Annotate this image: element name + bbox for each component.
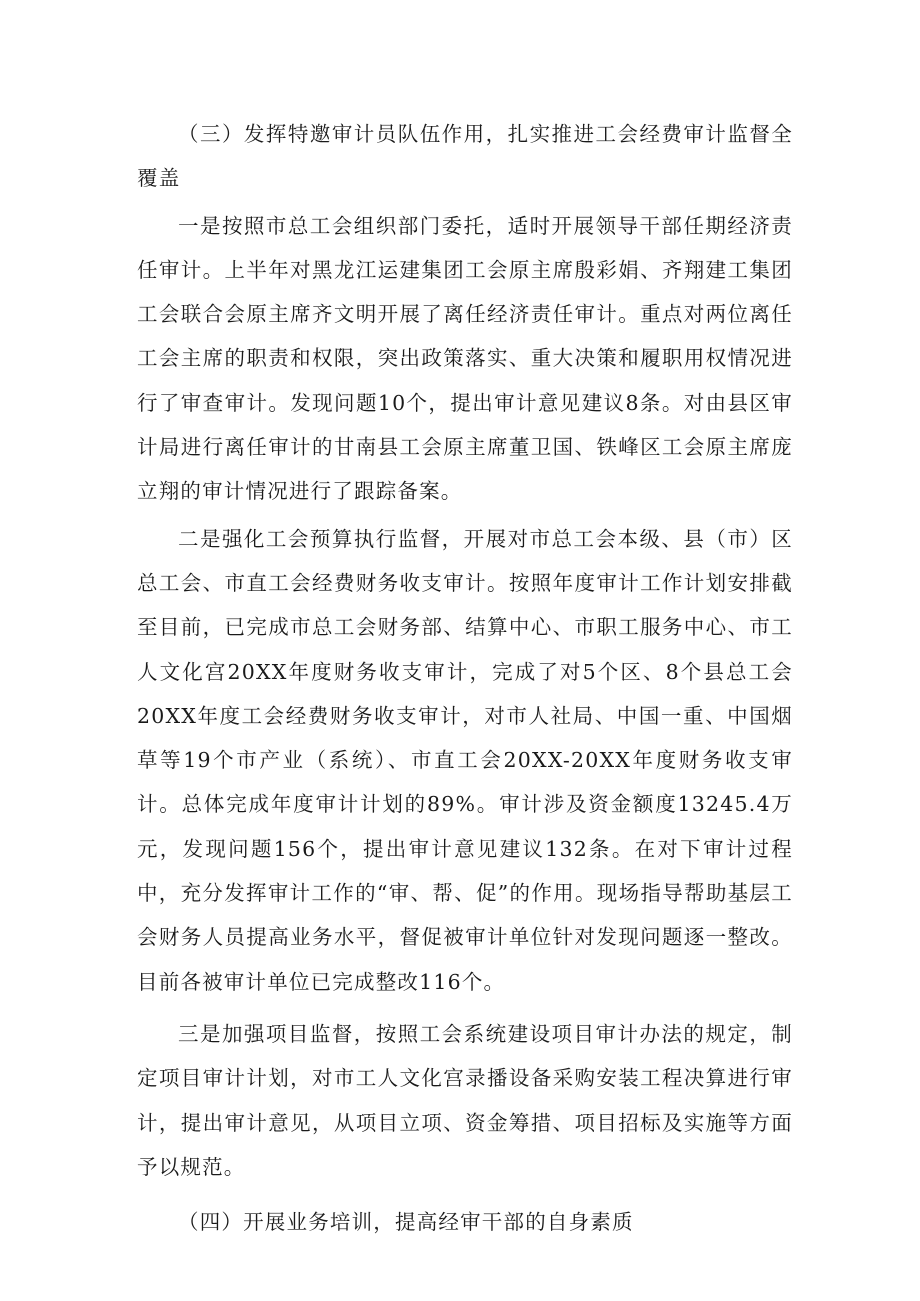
- paragraph-one: 一是按照市总工会组织部门委托，适时开展领导干部任期经济责任审计。上半年对黑龙江运建集团工会原主席殷彩娟、齐翔建工集团工会联合会原主席齐文明开展了离任经济责任审计。重点对两位离任工会主席的职责和权限，突出政策落实、重大决策和履职用权情况进行了审查审计。发现问题10个，提出审计意见建议8条。对由县区审计局进行离任审计的甘南县工会原主席董卫国、铁峰区工会原主席庞立翔的审计情况进行了跟踪备案。: [137, 213, 793, 504]
- paragraph-three: 三是加强项目监督，按照工会系统建设项目审计办法的规定，制定项目审计计划，对市工人文化宫录播设备采购安装工程决算进行审计，提出审计意见，从项目立项、资金筹措、项目招标及实施等方面予以规范。: [137, 1021, 793, 1179]
- paragraph-two: 二是强化工会预算执行监督，开展对市总工会本级、县（市）区总工会、市直工会经费财务收支审计。按照年度审计工作计划安排截至目前，已完成市总工会财务部、结算中心、市职工服务中心、市工人文化宫20XX年度财务收支审计，完成了对5个区、8个县总工会20XX年度工会经费财务收支审计，对市人社局、中国一重、中国烟草等19个市产业（系统）、市直工会20XX-20XX年度财务收支审计。总体完成年度审计计划的89%。审计涉及资金额度13245.4万元，发现问题156个，提出审计意见建议132条。在对下审计过程中，充分发挥审计工作的“审、帮、促”的作用。现场指导帮助基层工会财务人员提高业务水平，督促被审计单位针对发现问题逐一整改。目前各被审计单位已完成整改116个。: [137, 526, 793, 994]
- document-body: [137, 112, 793, 1244]
- section-heading-three: （三）发挥特邀审计员队伍作用，扎实推进工会经费审计监督全覆盖: [137, 122, 793, 191]
- section-heading-four: （四）开展业务培训，提高经审干部的自身素质: [178, 1210, 634, 1235]
